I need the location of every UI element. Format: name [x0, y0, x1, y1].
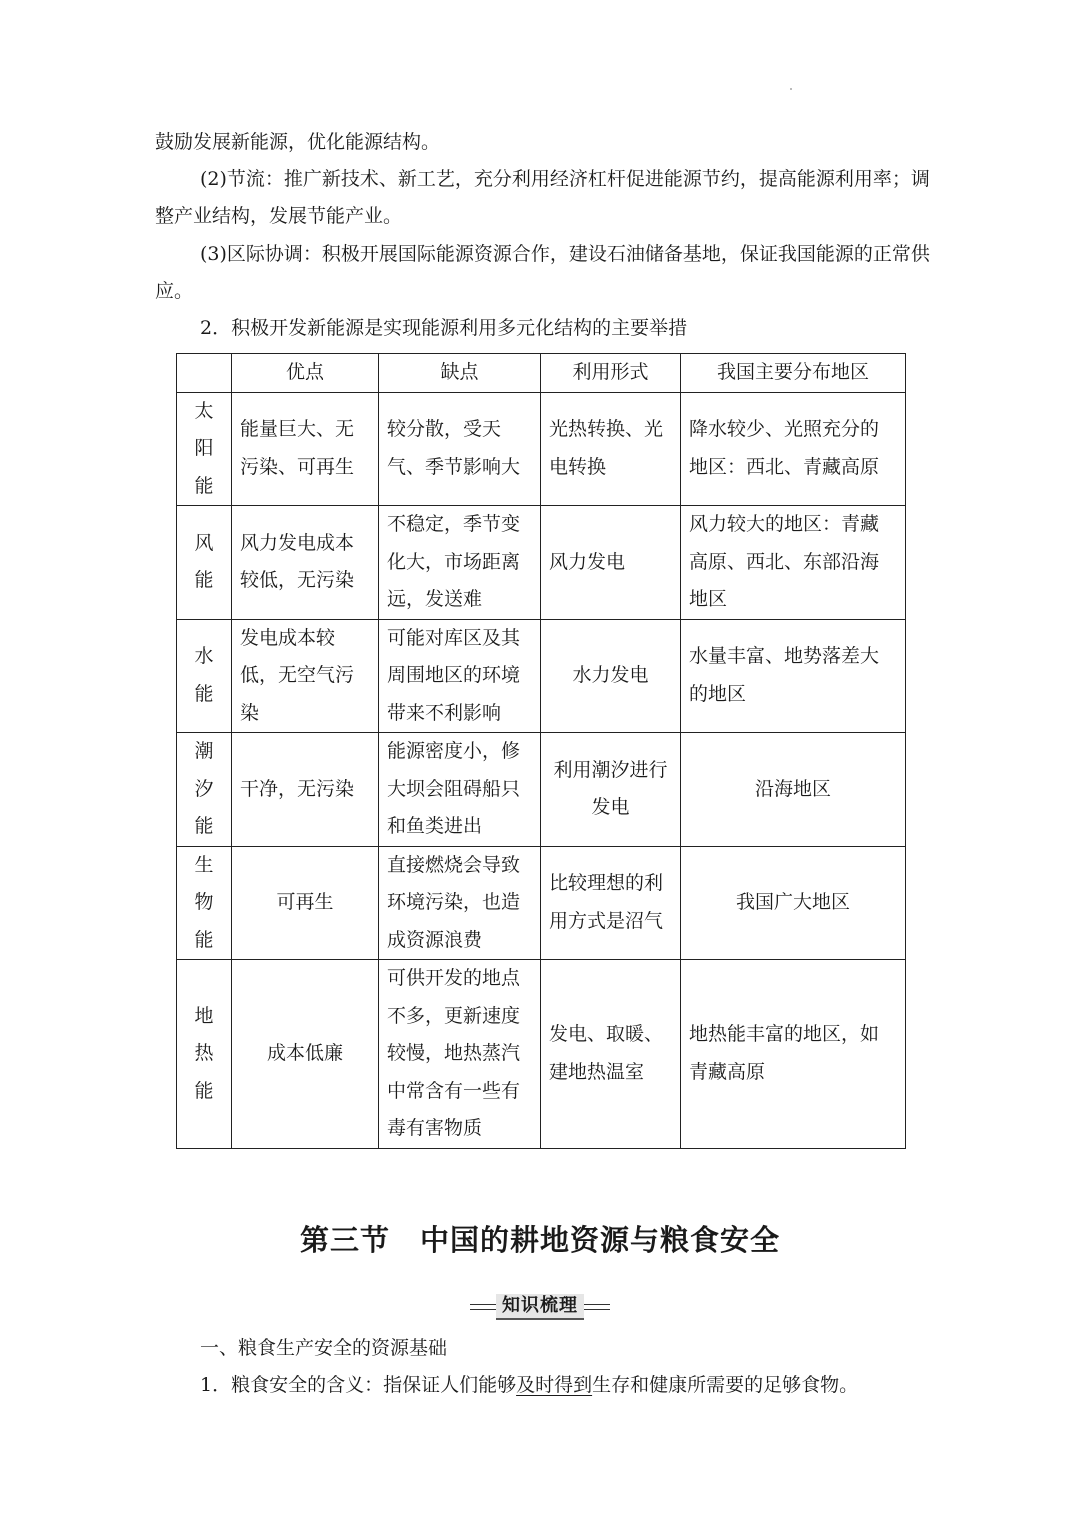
energy-cons: 可供开发的地点不多，更新速度较慢，地热蒸汽中常含有一些有毒有害物质: [379, 960, 541, 1149]
energy-name: 水能: [177, 619, 232, 733]
energy-pros: 干净，无污染: [232, 733, 379, 847]
energy-cons: 不稳定，季节变化大，市场距离远，发送难: [379, 506, 541, 620]
energy-name: 风能: [177, 506, 232, 620]
table-row: [177, 506, 906, 620]
energy-name: 地热能: [177, 960, 232, 1149]
table-row: [177, 619, 906, 733]
scan-dot: [790, 88, 792, 90]
energy-pros: 成本低廉: [232, 960, 379, 1149]
paragraph-conserve-cont: 整产业结构，发展节能产业。: [155, 205, 403, 227]
energy-region: 风力较大的地区：青藏高原、西北、东部沿海地区: [681, 506, 906, 620]
header-cons: 缺点: [379, 354, 541, 393]
table-row: [177, 846, 906, 960]
heading-food-security-basis: 一、粮食生产安全的资源基础: [200, 1337, 448, 1359]
energy-pros: 可再生: [232, 846, 379, 960]
header-energy-type: [177, 354, 232, 393]
table-row: [177, 960, 906, 1149]
header-region: 我国主要分布地区: [681, 354, 906, 393]
energy-pros: 风力发电成本较低，无污染: [232, 506, 379, 620]
table-header-row: [177, 354, 906, 393]
energy-form: 比较理想的利用方式是沼气: [541, 846, 681, 960]
energy-pros: 发电成本较低，无空气污染: [232, 619, 379, 733]
energy-name: 生物能: [177, 846, 232, 960]
paragraph-food-security-definition: 1．粮食安全的含义：指保证人们能够及时得到生存和健康所需要的足够食物。: [200, 1374, 859, 1396]
paragraph-energy-structure: 鼓励发展新能源，优化能源结构。: [155, 131, 441, 153]
energy-form: 水力发电: [541, 619, 681, 733]
energy-region: 沿海地区: [681, 733, 906, 847]
table-row: [177, 392, 906, 506]
energy-region: 我国广大地区: [681, 846, 906, 960]
energy-form: 利用潮汐进行发电: [541, 733, 681, 847]
energy-form: 光热转换、光电转换: [541, 392, 681, 506]
badge-rule-right: [584, 1304, 610, 1310]
paragraph-conserve: (2)节流：推广新技术、新工艺，充分利用经济杠杆促进能源节约，提高能源利用率；调: [200, 168, 930, 190]
energy-cons: 可能对库区及其周围地区的环境带来不利影响: [379, 619, 541, 733]
table-row: [177, 733, 906, 847]
energy-form: 发电、取暖、建地热温室: [541, 960, 681, 1149]
energy-name: 太阳能: [177, 392, 232, 506]
knowledge-badge: [470, 1294, 610, 1320]
energy-form: 风力发电: [541, 506, 681, 620]
badge-label: 知识梳理: [496, 1294, 584, 1320]
section-title: 第三节 中国的耕地资源与粮食安全: [299, 1223, 780, 1257]
header-form: 利用形式: [541, 354, 681, 393]
new-energy-table: [176, 353, 906, 1149]
header-pros: 优点: [232, 354, 379, 393]
energy-region: 水量丰富、地势落差大的地区: [681, 619, 906, 733]
energy-cons: 能源密度小，修大坝会阻碍船只和鱼类进出: [379, 733, 541, 847]
paragraph-regional: (3)区际协调：积极开展国际能源资源合作，建设石油储备基地，保证我国能源的正常供: [200, 243, 930, 265]
energy-cons: 较分散，受天气、季节影响大: [379, 392, 541, 506]
badge-rule-left: [470, 1304, 496, 1310]
energy-name: 潮汐能: [177, 733, 232, 847]
paragraph-regional-cont: 应。: [155, 280, 194, 302]
underlined-term: 及时得到: [516, 1374, 593, 1396]
energy-region: 地热能丰富的地区，如青藏高原: [681, 960, 906, 1149]
energy-region: 降水较少、光照充分的地区：西北、青藏高原: [681, 392, 906, 506]
paragraph-new-energy-heading: 2．积极开发新能源是实现能源利用多元化结构的主要举措: [200, 317, 688, 339]
energy-pros: 能量巨大、无污染、可再生: [232, 392, 379, 506]
energy-cons: 直接燃烧会导致环境污染，也造成资源浪费: [379, 846, 541, 960]
